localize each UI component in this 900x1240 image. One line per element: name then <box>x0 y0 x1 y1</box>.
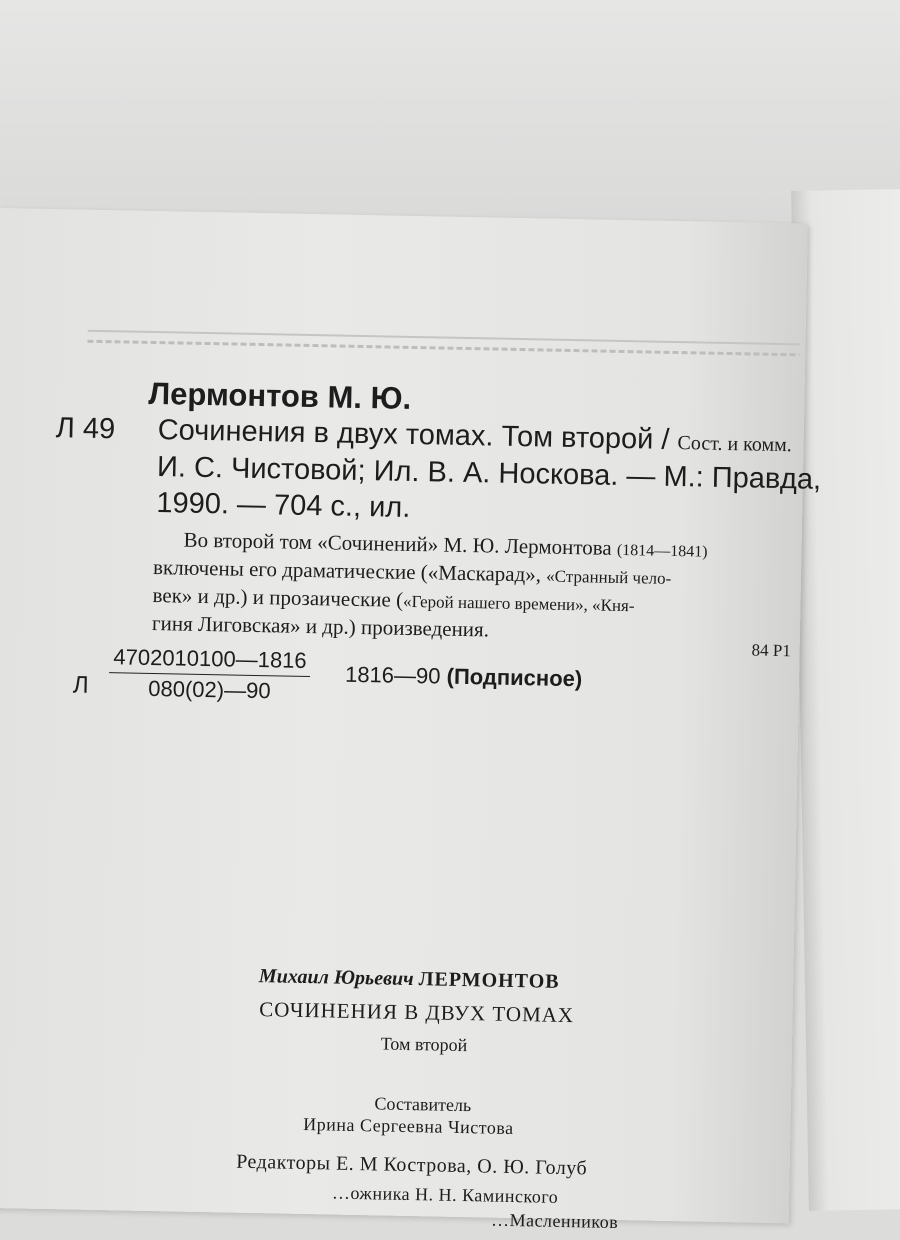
author-given-names: Михаил Юрьевич <box>258 965 414 991</box>
publication-line: 1990. — 704 с., ил. <box>156 487 411 524</box>
colophon-volume: Том второй <box>380 1033 468 1056</box>
annotation-text: век» и др.) и прозаические ( <box>152 583 404 612</box>
isbn-fraction <box>109 644 311 705</box>
isbn-tail-number: 1816—90 <box>344 661 441 689</box>
isbn-letter: Л <box>72 671 89 699</box>
isbn-numerator: 4702010100—1816 <box>109 644 311 677</box>
editors-line: Редакторы Е. М Кострова, О. Ю. Голуб <box>235 1150 588 1180</box>
catalog-card <box>0 208 822 1233</box>
isbn-tail <box>345 662 583 693</box>
compiler-label: Составитель <box>374 1093 472 1116</box>
title-text: Сочинения в двух томах. Том второй / <box>157 414 678 457</box>
annotation-text-small: «Герой нашего времени», «Кня- <box>402 591 635 616</box>
catalog-code: Л 49 <box>55 412 116 446</box>
annotation-text: включены его драматические («Маскарад», <box>152 555 547 587</box>
colophon-author <box>5 960 813 999</box>
subscription-note: (Подписное) <box>446 663 583 692</box>
annotation-years: (1814—1841) <box>616 541 708 561</box>
compiler-name: Ирина Сергеевна Чистова <box>303 1113 514 1139</box>
credits-line: И. С. Чистовой; Ил. В. А. Носкова. — М.: Правда, <box>156 451 822 496</box>
bbk-code: 84 Р1 <box>751 640 792 661</box>
tech-editor-line: …Масленников <box>490 1209 619 1233</box>
compiler-note: Сост. и комм. <box>677 432 792 457</box>
annotation-text: Во второй том «Сочинений» М. Ю. Лермонтова <box>183 527 618 560</box>
author-heading: Лермонтов М. Ю. <box>148 375 412 416</box>
colophon-title: СОЧИНЕНИЯ В ДВУХ ТОМАХ <box>258 997 575 1028</box>
annotation-text-small: «Странный чело- <box>546 566 672 588</box>
author-surname: ЛЕРМОНТОВ <box>418 968 560 993</box>
artist-line: …ожника Н. Н. Каминского <box>331 1182 559 1207</box>
isbn-denominator: 080(02)—90 <box>148 675 271 704</box>
book-page <box>0 208 822 1233</box>
annotation-line: гиня Лиговская» и др.) произведения. <box>151 610 490 642</box>
